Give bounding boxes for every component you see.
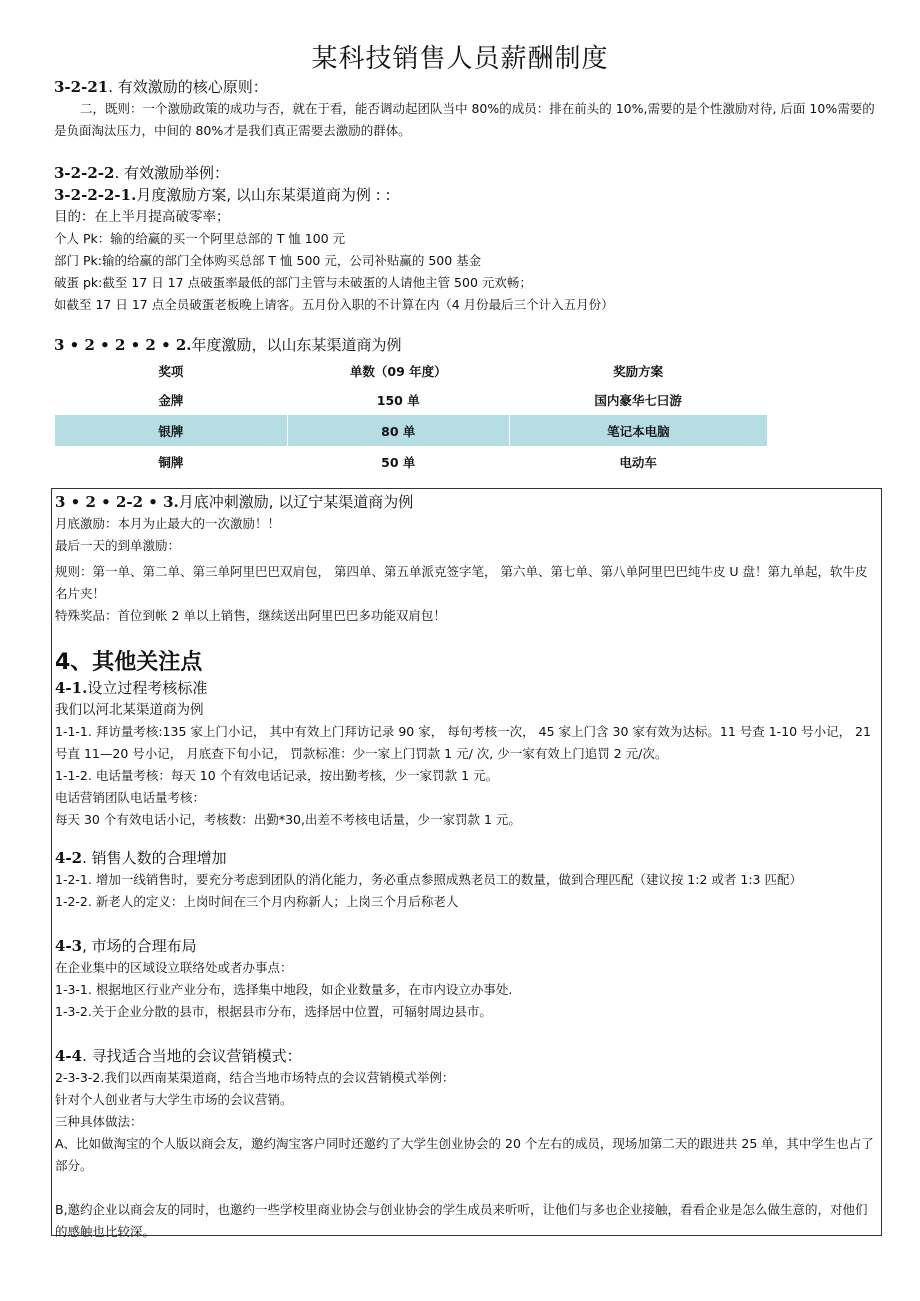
text-line: A、比如做淘宝的个人版以商会友，邀约淘宝客户同时还邀约了大学生创业协会的 20 个左右的成员，现场加第二天的跟进共 25 单，其中学生也占了部分。 — [55, 1136, 874, 1173]
month-end-section — [55, 491, 875, 627]
section-4-4 — [55, 1045, 875, 1243]
subsection-heading — [54, 184, 880, 206]
table-cell: 笔记本电脑 — [509, 415, 767, 446]
section-heading — [55, 935, 875, 957]
goal-line: 目的：在上半月提高破零率； — [54, 209, 230, 225]
heading-number: 3-2-2-2 — [54, 164, 115, 182]
text-line: 1-3-2.关于企业分散的县市，根据县市分布，选择居中位置，可辐射周边县市。 — [55, 1004, 492, 1019]
text-line: 1-1-1. 拜访量考核:135 家上门小记， 其中有效上门拜访记录 90 家， 每旬考核一次， 45 家上门含 30 家有效为达标。11 号查 1-10 号小记， 21 号直 11—20 号小记， 月底查下旬小记， 罚款标准：少一家上门罚款 1 元/ 次, 少一家有效上门追罚 2 元/次。 — [55, 724, 871, 761]
heading-text: , 市场的合理布局 — [82, 937, 197, 955]
table-row — [55, 446, 768, 477]
major-heading: 4、其他关注点 — [55, 650, 203, 675]
text-line: 规则：第一单、第二单、第三单阿里巴巴双肩包， 第四单、第五单派克签字笔， 第六单、第七单、第八单阿里巴巴纯牛皮 U 盘！第九单起，软牛皮名片夹！ — [55, 564, 868, 601]
text-line: 月底激励：本月为止最大的一次激励！！ — [55, 516, 281, 531]
section-incentive-examples — [54, 162, 880, 316]
section-heading — [54, 76, 880, 98]
heading-text: 年度激励，以山东某渠道商为例 — [191, 336, 402, 354]
table-cell: 电动车 — [619, 454, 657, 470]
table-cell: 50 单 — [381, 454, 416, 470]
text-line: 1-2-2. 新老人的定义：上岗时间在三个月内称新人；上岗三个月后称老人 — [55, 894, 459, 909]
column-header: 奖项 — [158, 364, 184, 379]
heading-number: 3-2-2-2-1. — [54, 186, 137, 204]
table-cell: 80 单 — [287, 415, 509, 446]
table-row — [55, 384, 768, 415]
text-line: 破蛋 pk:截至 17 日 17 点破蛋率最低的部门主管与未破蛋的人请他主管 500 元欢畅； — [54, 275, 532, 290]
section-heading — [55, 847, 875, 869]
text-line: 个人 Pk：输的给赢的买一个阿里总部的 T 恤 100 元 — [54, 231, 346, 246]
section-core-principles — [54, 76, 880, 142]
heading-number: 3 • 2 • 2-2 • 3. — [55, 493, 179, 511]
heading-text: . 有效激励举例： — [114, 164, 229, 182]
heading-number: 4-1. — [55, 679, 88, 697]
section-annual-incentive — [54, 334, 880, 356]
other-concerns-section — [55, 649, 875, 831]
table-cell: 金牌 — [158, 392, 184, 408]
heading-text: 设立过程考核标准 — [87, 679, 208, 697]
heading-number: 4-2 — [55, 849, 83, 867]
table-cell: 150 单 — [376, 392, 420, 408]
award-table — [54, 358, 767, 477]
heading-text: . 销售人数的合理增加 — [82, 849, 227, 867]
heading-text: . 寻找适合当地的会议营销模式： — [82, 1047, 302, 1065]
text-line: 如截至 17 日 17 点全员破蛋老板晚上请客。五月份入职的不计算在内（4 月份最后三个计入五月份） — [54, 297, 614, 312]
heading-number: 3 • 2 • 2 • 2 • 2. — [54, 336, 192, 354]
section-4-3 — [55, 935, 875, 1023]
text-line: 三种具体做法： — [55, 1114, 143, 1129]
section-4-2 — [55, 847, 875, 913]
section-heading — [54, 334, 880, 356]
heading-text: 月度激励方案, 以山东某渠道商为例 : : — [136, 186, 391, 204]
heading-number: 4-3 — [55, 937, 83, 955]
section-heading — [55, 677, 875, 699]
heading-number: 4-4 — [55, 1047, 83, 1065]
column-header: 奖励方案 — [613, 364, 664, 379]
text-line: 2-3-3-2.我们以西南某渠道商，结合当地市场特点的会议营销模式举例： — [55, 1070, 455, 1085]
text-line: 针对个人创业者与大学生市场的会议营销。 — [55, 1092, 293, 1107]
table-cell: 银牌 — [55, 415, 288, 446]
text-line: 特殊奖品：首位到帐 2 单以上销售，继续送出阿里巴巴多功能双肩包！ — [55, 608, 446, 623]
heading-number: 3-2-21 — [54, 78, 109, 96]
paragraph: 二，既则：一个激励政策的成功与否，就在于看，能否调动起团队当中 80%的成员：排在前头的 10%,需要的是个性激励对待, 后面 10%需要的是负面淘汰压力，中间的 80%才是我们真正需要去激励的群体。 — [54, 101, 875, 138]
column-header: 单数（09 年度） — [349, 364, 447, 379]
table-cell: 铜牌 — [158, 454, 184, 470]
table-header-row — [55, 358, 768, 384]
table-cell: 国内豪华七曰游 — [594, 392, 682, 408]
section-heading — [55, 1045, 875, 1067]
text-line: B,邀约企业以商会友的同时，也邀约一些学校里商业协会与创业协会的学生成员来听听，让他们与多也企业接触，看看企业是怎么做生意的，对他们的感触也比较深。 — [55, 1202, 868, 1239]
heading-text: . 有效激励的核心原则： — [108, 78, 268, 96]
text-line: 最后一天的到单激励： — [55, 538, 181, 553]
bordered-content-box — [51, 488, 882, 1239]
page-title: 某科技销售人员薪酬制度 — [311, 44, 609, 74]
text-line: 1-2-1. 增加一线销售时，要充分考虑到团队的消化能力，务必重点参照成熟老员工的数量，做到合理匹配（建议按 1:2 或者 1:3 匹配） — [55, 872, 802, 887]
text-line: 1-1-2. 电话量考核：每天 10 个有效电话记录，按出勤考核，少一家罚款 1 元。 — [55, 768, 499, 783]
text-line: 在企业集中的区域设立联络处或者办事点： — [55, 960, 293, 975]
table-row — [55, 415, 768, 446]
text-line: 电话营销团队电话量考核： — [55, 790, 206, 805]
text-line: 部门 Pk:输的给赢的部门全体购买总部 T 恤 500 元，公司补贴赢的 500 基金 — [54, 253, 482, 268]
text-line: 1-3-1. 根据地区行业产业分布，选择集中地段，如企业数量多，在市内设立办事处. — [55, 982, 513, 997]
heading-text: 月底冲刺激励, 以辽宁某渠道商为例 — [178, 493, 414, 511]
text-line: 我们以河北某渠道商为例 — [55, 702, 204, 718]
section-heading — [54, 162, 880, 184]
text-line: 每天 30 个有效电话小记，考核数：出勤*30,出差不考核电话量，少一家罚款 1 元。 — [55, 812, 521, 827]
section-heading — [55, 491, 875, 513]
